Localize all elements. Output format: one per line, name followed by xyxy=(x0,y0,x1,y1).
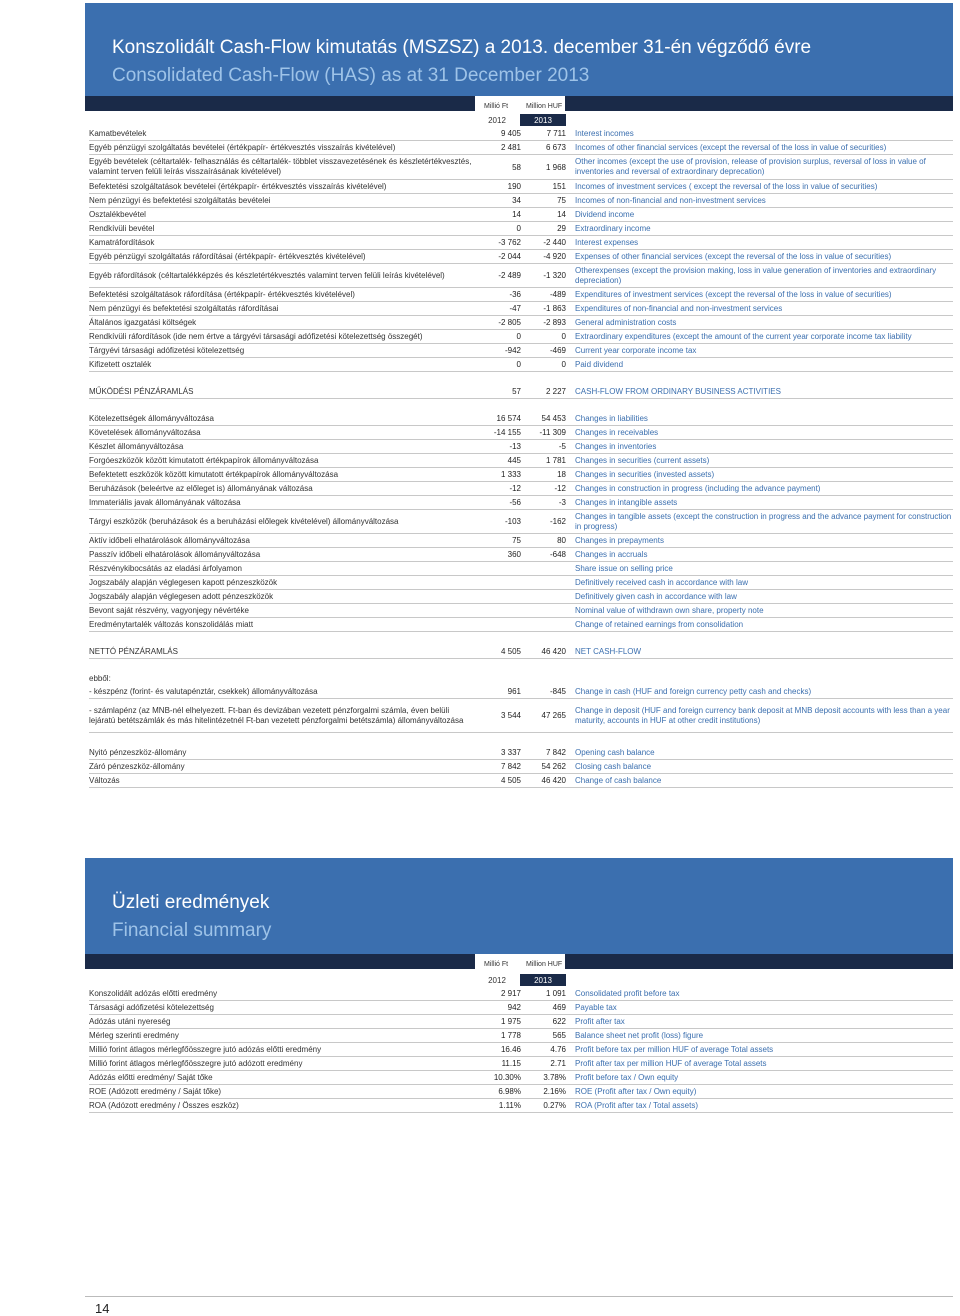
row-label-en: Profit after tax per million HUF of average Total assets xyxy=(575,1059,767,1068)
value-2012: 14 xyxy=(512,210,521,219)
table-row xyxy=(89,236,953,250)
value-2013 xyxy=(521,733,566,746)
value-2013: -5 xyxy=(558,442,566,451)
row-label-hu: Befektetési szolgáltatások bevételei (értékpapír- értékvesztés visszaírás kivételével) xyxy=(89,182,387,191)
table-row xyxy=(89,302,953,316)
row-label-en: Changes in prepayments xyxy=(575,536,664,545)
value-2012: 360 xyxy=(507,550,521,559)
row-label-en: Current year corporate income tax xyxy=(575,346,697,355)
row-label-en: ROA (Profit after tax / Total assets) xyxy=(575,1101,699,1110)
table-row xyxy=(89,645,953,659)
row-label-en: Expenditures of non-financial and non-investment services xyxy=(575,304,783,313)
value-2012: -36 xyxy=(509,290,521,299)
table-row xyxy=(89,672,953,685)
row-label-hu: Általános igazgatási költségek xyxy=(89,318,197,327)
value-2013 xyxy=(521,659,566,672)
value-2013: -1 320 xyxy=(543,271,566,280)
table-row xyxy=(89,127,953,141)
row-label-hu: Készlet állományváltozása xyxy=(89,442,184,451)
row-label-hu: Kamatráfordítások xyxy=(89,238,155,247)
table-row xyxy=(89,208,953,222)
value-2013: -648 xyxy=(549,550,566,559)
value-2013: 46 420 xyxy=(541,776,566,785)
row-label-hu: Követelések állományváltozása xyxy=(89,428,201,437)
value-2012: 190 xyxy=(507,182,521,191)
value-2013: 1 968 xyxy=(545,162,566,172)
summary-title-en: Financial summary xyxy=(112,920,272,941)
table-row xyxy=(89,194,953,208)
value-2012: 1 333 xyxy=(500,470,521,479)
value-2013: 1 091 xyxy=(545,989,566,998)
value-2012: 1 778 xyxy=(500,1031,521,1040)
table-row xyxy=(89,1001,953,1015)
row-label-hu: Záró pénzeszköz-állomány xyxy=(89,762,185,771)
row-label-hu: Részvénykibocsátás az eladási árfolyamon xyxy=(89,564,242,573)
table-row xyxy=(89,1029,953,1043)
table-row xyxy=(89,399,953,412)
table-row xyxy=(89,330,953,344)
row-label-en: Other incomes (except the use of provision, release of provision surplus, reversal of loss in value of inventories and reversal of extraordinary deprecation) xyxy=(575,157,926,176)
table-row xyxy=(89,760,953,774)
row-label-en: Change in deposit (HUF and foreign currency bank deposit at MNB deposit accounts with less than a year maturity, accounts in HUF at other credit institutions) xyxy=(575,705,950,725)
value-2012 xyxy=(476,399,521,412)
table-row xyxy=(89,510,953,534)
value-2012 xyxy=(476,618,521,631)
row-label-en: NET CASH-FLOW xyxy=(575,647,642,656)
row-label-hu: Millió forint átlagos mérlegfőösszegre jutó adózás előtti eredmény xyxy=(89,1045,322,1054)
value-2012 xyxy=(476,659,521,672)
table-row xyxy=(89,222,953,236)
value-2012 xyxy=(476,733,521,746)
value-2013: 0.27% xyxy=(543,1101,566,1110)
table-row xyxy=(89,733,953,746)
row-label-hu: Mérleg szerinti eredmény xyxy=(89,1031,179,1040)
table-row xyxy=(89,774,953,788)
page-number: 14 xyxy=(95,1301,110,1316)
table-row xyxy=(89,426,953,440)
value-2012: 58 xyxy=(512,162,521,172)
row-label-hu: - készpénz (forint- és valutapénztár, csekkek) állományváltozása xyxy=(89,687,318,696)
table-row xyxy=(89,1071,953,1085)
value-2013 xyxy=(521,372,566,385)
row-label-en: Change in cash (HUF and foreign currency petty cash and checks) xyxy=(575,687,812,696)
table-row xyxy=(89,746,953,760)
value-2013: 2.71 xyxy=(550,1059,566,1068)
table-row xyxy=(89,562,953,576)
value-2013: 6 673 xyxy=(545,143,566,152)
value-2013: 4.76 xyxy=(550,1045,566,1054)
row-label-en: Definitively received cash in accordance with law xyxy=(575,578,748,587)
row-label-en: Share issue on selling price xyxy=(575,564,673,573)
row-label-hu: Egyéb ráfordítások (céltartalékképzés és készletértékvesztés valamint terven felüli leírás kivételével) xyxy=(89,270,445,280)
row-label-en: Paid dividend xyxy=(575,360,624,369)
value-2013 xyxy=(521,562,566,575)
value-2012 xyxy=(476,632,521,645)
table-row xyxy=(89,344,953,358)
row-label-en: Changes in securities (invested assets) xyxy=(575,470,715,479)
row-label-hu: Aktív időbeli elhatárolások állományváltozása xyxy=(89,536,250,545)
value-2012: 57 xyxy=(512,387,521,396)
value-2013: 7 711 xyxy=(546,129,566,138)
row-label-en: Changes in intangible assets xyxy=(575,498,678,507)
row-label-hu: ebből: xyxy=(89,674,111,683)
row-label-hu: Jogszabály alapján véglegesen adott pénzeszközök xyxy=(89,592,274,601)
value-2013: -845 xyxy=(549,687,566,696)
value-2012: 0 xyxy=(516,332,521,341)
row-label-hu xyxy=(89,399,474,412)
row-label-en: Expenses of other financial services (except the reversal of the loss in value of securities) xyxy=(575,252,892,261)
row-label-hu: Rendkívüli ráfordítások (ide nem értve a tárgyévi társasági adófizetési kötelezettség összegét) xyxy=(89,332,423,341)
value-2013 xyxy=(521,576,566,589)
value-2012: 2 917 xyxy=(500,989,521,998)
value-2012: 34 xyxy=(512,196,521,205)
value-2013: 2 227 xyxy=(545,387,566,396)
value-2013 xyxy=(521,604,566,617)
value-2013: 1 781 xyxy=(545,456,566,465)
row-label-en: Changes in tangible assets (except the construction in progress and the advance payment for construction in progress) xyxy=(575,511,952,531)
row-label-en: Changes in securities (current assets) xyxy=(575,456,710,465)
cashflow-table xyxy=(89,127,953,788)
row-label-en: General administration costs xyxy=(575,318,677,327)
row-label-hu: Egyéb pénzügyi szolgáltatás ráfordításai (értékpapír- értékvesztés kivételével) xyxy=(89,252,366,261)
value-2013: -162 xyxy=(549,517,566,526)
table-row xyxy=(89,141,953,155)
row-label-en: Change of cash balance xyxy=(575,776,662,785)
row-label-en: Change of retained earnings from consolidation xyxy=(575,620,744,629)
value-2012: 10.30% xyxy=(493,1073,521,1082)
value-2013: 151 xyxy=(552,182,566,191)
value-2013 xyxy=(521,632,566,645)
row-label-hu: MŰKÖDÉSI PÉNZÁRAMLÁS xyxy=(89,387,194,396)
value-2013: -11 309 xyxy=(539,428,566,437)
row-label-en: Consolidated profit before tax xyxy=(575,989,680,998)
value-2012: -56 xyxy=(509,498,521,507)
row-label-hu xyxy=(89,659,474,672)
value-2013: -1 863 xyxy=(543,304,566,313)
value-2012: -2 805 xyxy=(498,318,521,327)
row-label-en: Definitively given cash in accordance with law xyxy=(575,592,737,601)
table-row xyxy=(89,440,953,454)
row-label-hu: Tárgyi eszközök (beruházások és a beruházási előlegek kivételével) állományváltozása xyxy=(89,516,399,526)
value-2012: -13 xyxy=(509,442,521,451)
value-2012: 4 505 xyxy=(500,647,521,656)
summary-unit-en: Million HUF xyxy=(526,961,563,968)
value-2012: -2 489 xyxy=(498,271,521,280)
table-row xyxy=(89,590,953,604)
row-label-en: Profit before tax per million HUF of average Total assets xyxy=(575,1045,774,1054)
value-2013: 622 xyxy=(552,1017,566,1026)
row-label-en: Profit after tax xyxy=(575,1017,625,1026)
row-label-hu: ROE (Adózott eredmény / Saját tőke) xyxy=(89,1087,222,1096)
summary-year-2012: 2012 xyxy=(476,974,518,986)
row-label-hu: Nyitó pénzeszköz-állomány xyxy=(89,748,187,757)
row-label-hu: Jogszabály alapján véglegesen kapott pénzeszközök xyxy=(89,578,278,587)
value-2012: 16 574 xyxy=(496,414,521,423)
row-label-en: Extraordinary expenditures (except the amount of the current year corporate income tax liability xyxy=(575,332,912,341)
cashflow-header-bar xyxy=(85,96,953,111)
row-label-hu: Bevont saját részvény, vagyonjegy névértéke xyxy=(89,606,249,615)
value-2013 xyxy=(521,618,566,631)
table-row xyxy=(89,496,953,510)
row-label-hu: Forgóeszközök között kimutatott értékpapírok állományváltozása xyxy=(89,456,319,465)
table-row xyxy=(89,1085,953,1099)
table-row xyxy=(89,548,953,562)
value-2013: 47 265 xyxy=(541,711,566,720)
table-row xyxy=(89,482,953,496)
table-row xyxy=(89,454,953,468)
cashflow-title-hu: Konszolidált Cash-Flow kimutatás (MSZSZ) a 2013. december 31-én végződő évre xyxy=(112,37,812,58)
row-label-en: Interest expenses xyxy=(575,238,639,247)
table-row xyxy=(89,685,953,699)
value-2012: 9 405 xyxy=(500,129,521,138)
value-2012: 942 xyxy=(507,1003,521,1012)
table-row xyxy=(89,316,953,330)
row-label-en: Incomes of other financial services (except the reversal of the loss in value of securities) xyxy=(575,143,887,152)
row-label-hu: Immateriális javak állományának változása xyxy=(89,498,241,507)
value-2012: 0 xyxy=(516,224,521,233)
value-2013: 75 xyxy=(557,196,566,205)
value-2013: -4 920 xyxy=(543,252,566,261)
value-2012 xyxy=(476,672,521,685)
row-label-en: Changes in accruals xyxy=(575,550,648,559)
row-label-hu xyxy=(89,733,474,746)
value-2013: -2 440 xyxy=(543,238,566,247)
table-row xyxy=(89,576,953,590)
row-label-en xyxy=(575,372,955,385)
row-label-en xyxy=(575,672,955,685)
table-row xyxy=(89,699,953,733)
value-2013: -2 893 xyxy=(543,318,566,327)
row-label-en xyxy=(575,733,955,746)
table-row xyxy=(89,1015,953,1029)
summary-year-2013: 2013 xyxy=(520,974,566,986)
row-label-hu: - számlapénz (az MNB-nél elhelyezett. Ft-ban és devizában vezetett pénzforgalmi számla, éven belüli lejáratú betétszámlák és más hitelintézetnél Ft-ban vezetett pénzforgalmi betétszámla) állományváltozása xyxy=(89,705,464,725)
table-row xyxy=(89,155,953,180)
value-2013: 54 453 xyxy=(541,414,566,423)
page-footer-rule xyxy=(85,1296,953,1297)
cashflow-banner xyxy=(85,3,953,96)
row-label-hu: Beruházások (beleértve az előleget is) állományának változása xyxy=(89,484,313,493)
row-label-en xyxy=(575,399,955,412)
row-label-hu: Adózás előtti eredmény/ Saját tőke xyxy=(89,1073,213,1082)
value-2012: 4 505 xyxy=(500,776,521,785)
value-2012 xyxy=(476,576,521,589)
row-label-hu xyxy=(89,632,474,645)
row-label-hu: Passzív időbeli elhatárolások állományváltozása xyxy=(89,550,261,559)
value-2013 xyxy=(521,672,566,685)
value-2012: 6.98% xyxy=(498,1087,521,1096)
value-2013: 54 262 xyxy=(541,762,566,771)
row-label-hu: Osztalékbevétel xyxy=(89,210,146,219)
row-label-hu: Egyéb bevételek (céltartalék- felhasználás és céltartalék- többlet visszavezetésének és készletértékvesztés, valamint terven felüli leírás visszaírásának kivételével) xyxy=(89,157,472,176)
table-row xyxy=(89,385,953,399)
row-label-hu: Nem pénzügyi és befektetési szolgáltatás bevételei xyxy=(89,196,271,205)
row-label-hu: Változás xyxy=(89,776,120,785)
value-2012: 961 xyxy=(507,687,521,696)
value-2013: -489 xyxy=(549,290,566,299)
table-row xyxy=(89,659,953,672)
row-label-hu: Konszolidált adózás előtti eredmény xyxy=(89,989,218,998)
table-row xyxy=(89,372,953,385)
value-2013: 7 842 xyxy=(545,748,566,757)
table-row xyxy=(89,618,953,632)
value-2012: 75 xyxy=(512,536,521,545)
value-2012: 1.11% xyxy=(498,1101,521,1110)
table-row xyxy=(89,180,953,194)
table-row xyxy=(89,358,953,372)
row-label-hu: Társasági adófizetési kötelezettség xyxy=(89,1003,214,1012)
row-label-en: Changes in receivables xyxy=(575,428,659,437)
value-2013: -12 xyxy=(554,484,566,493)
value-2012: -942 xyxy=(504,346,521,355)
row-label-en: Interest incomes xyxy=(575,129,634,138)
row-label-hu: Kamatbevételek xyxy=(89,129,147,138)
row-label-hu: Kötelezettségek állományváltozása xyxy=(89,414,214,423)
row-label-en: Closing cash balance xyxy=(575,762,652,771)
value-2013 xyxy=(521,590,566,603)
row-label-hu: Befektetési szolgáltatások ráfordítása (értékpapír- értékvesztés kivételével) xyxy=(89,290,355,299)
value-2013: 29 xyxy=(557,224,566,233)
table-row xyxy=(89,1043,953,1057)
row-label-en: Changes in liabilities xyxy=(575,414,648,423)
value-2013: 0 xyxy=(561,332,566,341)
row-label-en: Incomes of investment services ( except the reversal of the loss in value of securities) xyxy=(575,182,878,191)
value-2013: 3.78% xyxy=(543,1073,566,1082)
row-label-hu: Befektetett eszközök között kimutatott értékpapírok állományváltozása xyxy=(89,470,339,479)
table-row xyxy=(89,632,953,645)
row-label-hu: Tárgyévi társasági adófizetési kötelezettség xyxy=(89,346,245,355)
summary-banner xyxy=(85,858,953,954)
cashflow-unit-en: Million HUF xyxy=(526,103,563,110)
row-label-en: Payable tax xyxy=(575,1003,617,1012)
row-label-en: Changes in inventories xyxy=(575,442,657,451)
table-row xyxy=(89,264,953,288)
row-label-en: Profit before tax / Own equity xyxy=(575,1073,679,1082)
table-row xyxy=(89,987,953,1001)
value-2012 xyxy=(476,372,521,385)
value-2012 xyxy=(476,562,521,575)
row-label-en: Dividend income xyxy=(575,210,635,219)
summary-header-bar xyxy=(85,954,953,969)
value-2012: 2 481 xyxy=(500,143,521,152)
row-label-hu: Adózás utáni nyereség xyxy=(89,1017,171,1026)
value-2012: -103 xyxy=(504,517,521,526)
value-2013: 0 xyxy=(561,360,566,369)
value-2012: -2 044 xyxy=(498,252,521,261)
row-label-en: Expenditures of investment services (except the reversal of the loss in value of securities) xyxy=(575,290,892,299)
value-2012: 445 xyxy=(507,456,521,465)
row-label-hu: NETTÓ PÉNZÁRAMLÁS xyxy=(89,647,178,656)
table-row xyxy=(89,412,953,426)
row-label-hu: Rendkívüli bevétel xyxy=(89,224,155,233)
value-2013: 14 xyxy=(557,210,566,219)
table-row xyxy=(89,604,953,618)
value-2013: -469 xyxy=(549,346,566,355)
row-label-en: Otherexpenses (except the provision making, loss in value generation of inventories and extraordinary depreciation) xyxy=(575,265,937,285)
row-label-hu: Millió forint átlagos mérlegfőösszegre jutó adózott eredmény xyxy=(89,1059,303,1068)
value-2012: -14 155 xyxy=(493,428,521,437)
table-row xyxy=(89,250,953,264)
value-2012: 11.15 xyxy=(501,1059,521,1068)
row-label-en: Incomes of non-financial and non-investment services xyxy=(575,196,766,205)
value-2013: 46 420 xyxy=(541,647,566,656)
row-label-en: Extraordinary income xyxy=(575,224,651,233)
summary-table xyxy=(89,987,953,1113)
row-label-en: Opening cash balance xyxy=(575,748,655,757)
value-2013: -3 xyxy=(558,498,566,507)
cashflow-unit-hu: Millió Ft xyxy=(484,103,509,110)
row-label-hu: Nem pénzügyi és befektetési szolgáltatás ráfordításai xyxy=(89,304,279,313)
row-label-en: Nominal value of withdrawn own share, property note xyxy=(575,606,764,615)
cashflow-year-2012: 2012 xyxy=(476,114,518,126)
row-label-hu: Eredménytartalék változás konszolidálás miatt xyxy=(89,620,254,629)
value-2013 xyxy=(521,399,566,412)
value-2012: 16.46 xyxy=(500,1045,521,1054)
row-label-hu: ROA (Adózott eredmény / Összes eszköz) xyxy=(89,1101,239,1110)
row-label-en: CASH-FLOW FROM ORDINARY BUSINESS ACTIVITIES xyxy=(575,387,781,396)
row-label-en: Balance sheet net profit (loss) figure xyxy=(575,1031,704,1040)
summary-title-hu: Üzleti eredmények xyxy=(112,892,270,913)
value-2012: -12 xyxy=(509,484,521,493)
cashflow-title-en: Consolidated Cash-Flow (HAS) as at 31 December 2013 xyxy=(112,65,590,86)
value-2012: 0 xyxy=(516,360,521,369)
value-2013: 18 xyxy=(557,470,566,479)
table-row xyxy=(89,288,953,302)
table-row xyxy=(89,1057,953,1071)
value-2012 xyxy=(476,604,521,617)
value-2013: 2.16% xyxy=(543,1087,566,1096)
value-2013: 80 xyxy=(557,536,566,545)
value-2012: 7 842 xyxy=(500,762,521,771)
value-2012: -47 xyxy=(509,304,521,313)
summary-unit-hu: Millió Ft xyxy=(484,961,509,968)
table-row xyxy=(89,468,953,482)
row-label-en xyxy=(575,659,955,672)
row-label-en: Changes in construction in progress (including the advance payment) xyxy=(575,484,821,493)
cashflow-year-2013: 2013 xyxy=(520,114,566,126)
value-2012: -3 762 xyxy=(498,238,521,247)
row-label-en xyxy=(575,632,955,645)
value-2012 xyxy=(476,590,521,603)
value-2013: 565 xyxy=(552,1031,566,1040)
value-2013: 469 xyxy=(552,1003,566,1012)
row-label-hu xyxy=(89,372,474,385)
row-label-en: ROE (Profit after tax / Own equity) xyxy=(575,1087,697,1096)
value-2012: 3 544 xyxy=(500,711,521,720)
value-2012: 3 337 xyxy=(500,748,521,757)
value-2012: 1 975 xyxy=(500,1017,521,1026)
table-row xyxy=(89,1099,953,1113)
table-row xyxy=(89,534,953,548)
row-label-hu: Egyéb pénzügyi szolgáltatás bevételei (értékpapír- értékvesztés visszaírás kivételével) xyxy=(89,143,396,152)
row-label-hu: Kifizetett osztalék xyxy=(89,360,152,369)
